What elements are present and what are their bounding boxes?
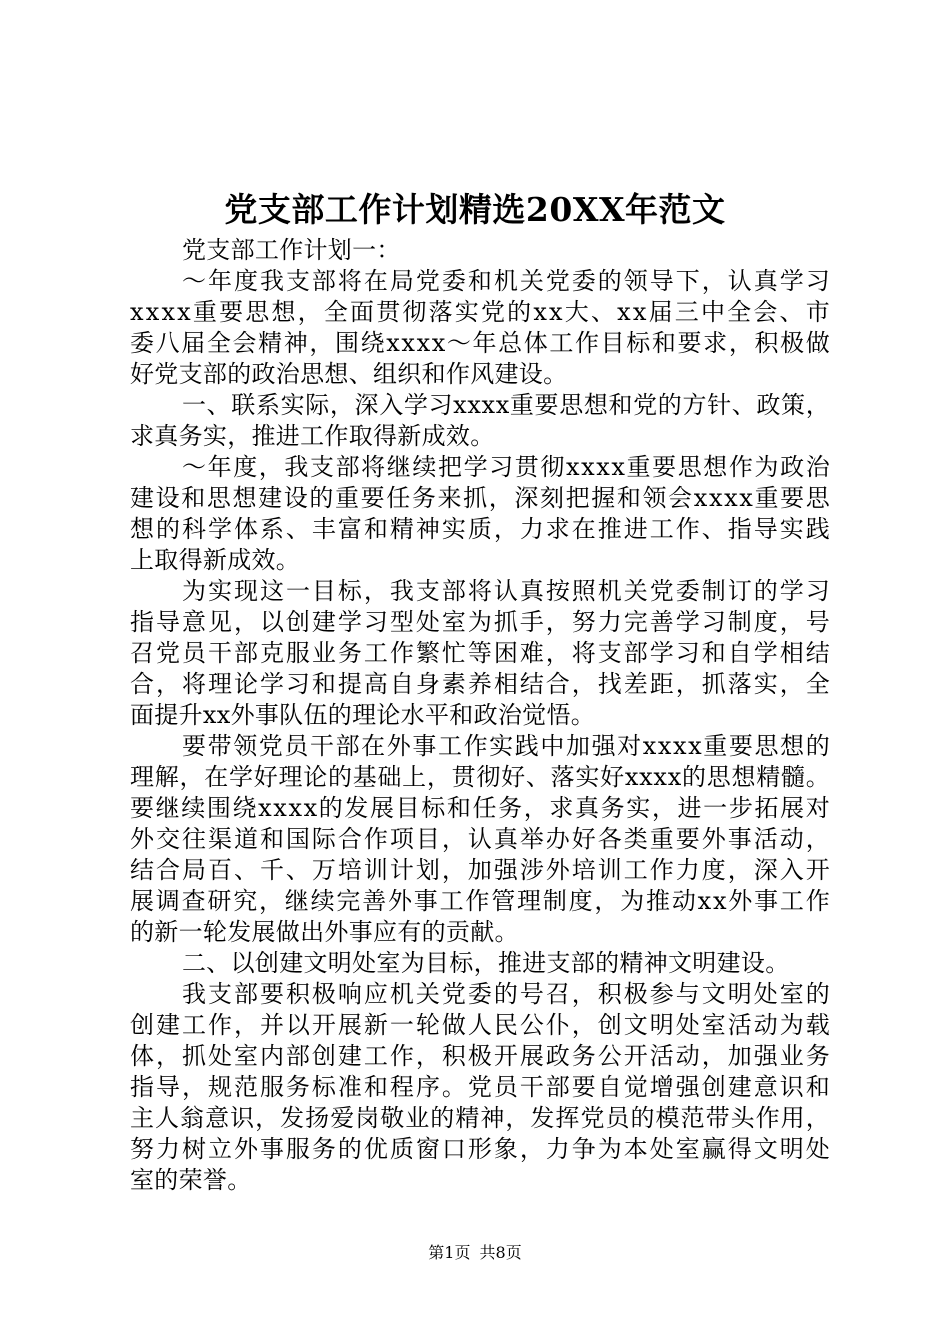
text-line: 为实现这一目标，我支部将认真按照机关党委制订的学习 (182, 577, 832, 605)
page-total: 共8页 (479, 1243, 522, 1262)
text-line: 我支部要积极响应机关党委的号召，积极参与文明处室的 (182, 980, 832, 1008)
page-title: 党支部工作计划精选20XX年范文 (224, 190, 726, 229)
text-line: ～年度我支部将在局党委和机关党委的领导下，认真学习 (182, 267, 832, 295)
text-line: 创建工作，并以开展新一轮做人民公仆，创文明处室活动为载 (130, 1011, 832, 1039)
text-line: xxxx重要思想，全面贯彻落实党的xx大、xx届三中全会、市 (130, 298, 832, 326)
text-line: 想的科学体系、丰富和精神实质，力求在推进工作、指导实践 (130, 515, 832, 543)
text-line: 面提升xx外事队伍的理论水平和政治觉悟。 (130, 701, 596, 729)
text-line: 主人翁意识，发扬爱岗敬业的精神，发挥党员的模范带头作用， (130, 1104, 831, 1132)
text-line: 党支部工作计划一： (182, 236, 401, 264)
text-line: 求真务实，推进工作取得新成效。 (130, 422, 495, 450)
text-line: 委八届全会精神，围绕xxxx～年总体工作目标和要求，积极做 (130, 329, 832, 357)
text-line: 指导，规范服务标准和程序。党员干部要自觉增强创建意识和 (130, 1073, 832, 1101)
text-line: 体，抓处室内部创建工作，积极开展政务公开活动，加强业务 (130, 1042, 832, 1070)
page-footer (0, 1243, 950, 1263)
text-line: 建设和思想建设的重要任务来抓，深刻把握和领会xxxx重要思 (130, 484, 832, 512)
page-number: 第1页 (428, 1243, 471, 1262)
text-line: 要继续围绕xxxx的发展目标和任务，求真务实，进一步拓展对 (130, 794, 832, 822)
text-line: 好党支部的政治思想、组织和作风建设。 (130, 360, 568, 388)
text-line: 外交往渠道和国际合作项目，认真举办好各类重要外事活动， (130, 825, 832, 853)
text-line: 的新一轮发展做出外事应有的贡献。 (130, 918, 519, 946)
text-line: 结合局百、千、万培训计划，加强涉外培训工作力度，深入开 (130, 856, 832, 884)
text-line: 指导意见，以创建学习型处室为抓手，努力完善学习制度，号 (130, 608, 832, 636)
text-line: 努力树立外事服务的优质窗口形象，力争为本处室赢得文明处 (130, 1135, 832, 1163)
text-line: 要带领党员干部在外事工作实践中加强对xxxx重要思想的 (182, 732, 832, 760)
text-line: 理解，在学好理论的基础上，贯彻好、落实好xxxx的思想精髓。 (130, 763, 831, 791)
text-line: 展调查研究，继续完善外事工作管理制度，为推动xx外事工作 (130, 887, 832, 915)
text-line: 合，将理论学习和提高自身素养相结合，找差距，抓落实，全 (130, 670, 832, 698)
text-line: 室的荣誉。 (130, 1166, 252, 1194)
text-line: 一、联系实际，深入学习xxxx重要思想和党的方针、政策， (182, 391, 831, 419)
text-line: 召党员干部克服业务工作繁忙等困难，将支部学习和自学相结 (130, 639, 832, 667)
document-body (130, 235, 830, 1196)
text-line: 二、以创建文明处室为目标，推进支部的精神文明建设。 (182, 949, 790, 977)
text-line: 上取得新成效。 (130, 546, 301, 574)
text-line: ～年度，我支部将继续把学习贯彻xxxx重要思想作为政治 (182, 453, 832, 481)
